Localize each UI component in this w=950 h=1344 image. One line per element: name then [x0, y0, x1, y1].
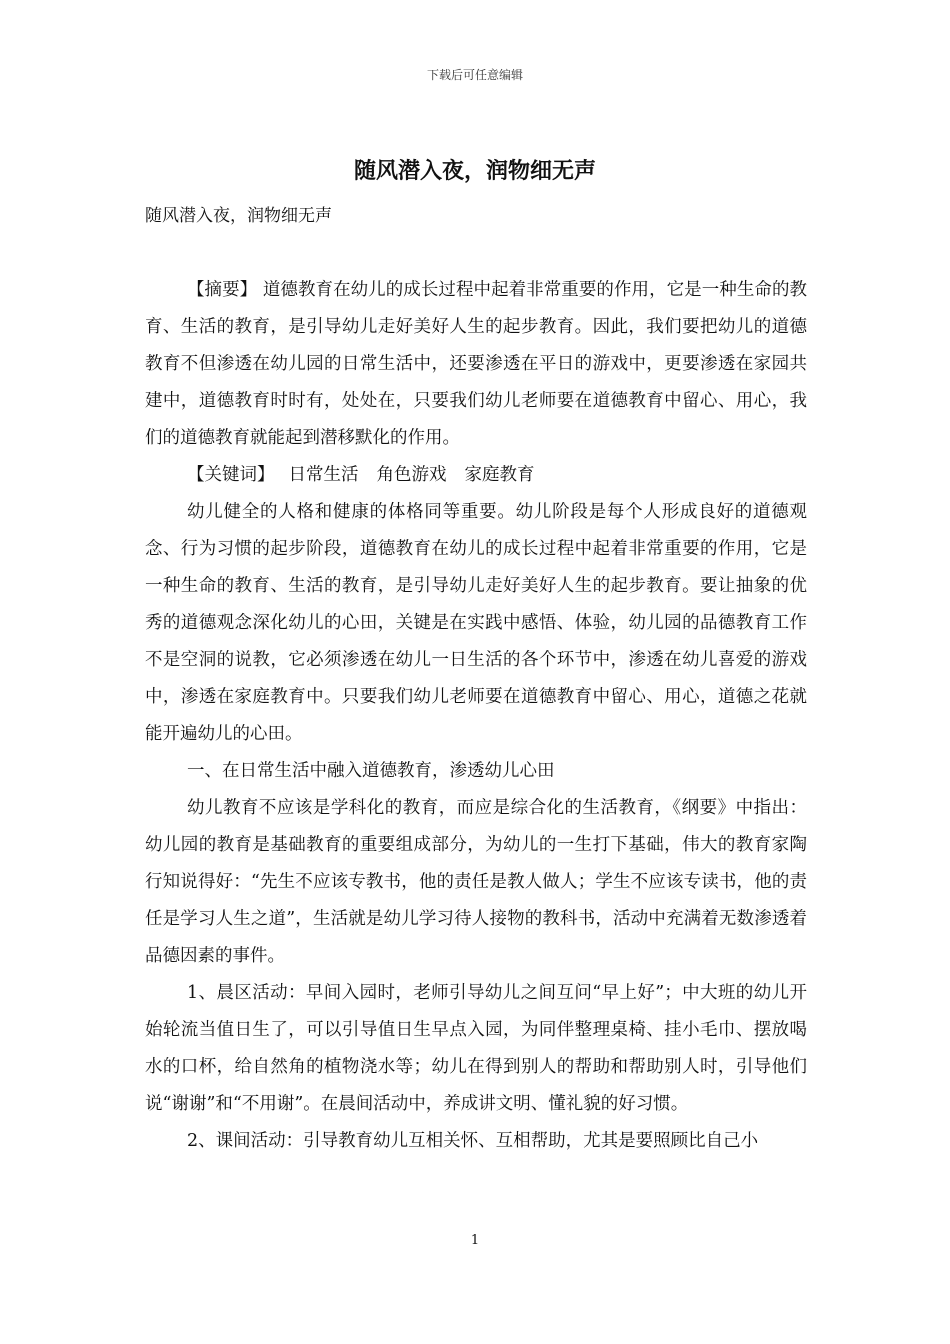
keywords-label: 【关键词】 [187, 465, 275, 485]
document-title: 随风潜入夜，润物细无声 [353, 158, 596, 184]
section-heading: 一、在日常生活中融入道德教育，渗透幼儿心田 [187, 761, 555, 781]
header-note: 下载后可任意编辑 [426, 68, 523, 82]
document-body [145, 272, 807, 1160]
body-paragraph: 幼儿教育不应该是学科化的教育，而应是综合化的生活教育，《纲要》中指出：幼儿园的教育是基础教育的重要组成部分，为幼儿的一生打下基础，伟大的教育家陶行知说得好：“先生不应该专教书，他的责任是教人做人；学生不应该专读书，他的责任是学习人生之道”，生活就是幼儿学习待人接物的教科书，活动中充满着无数渗透着品德因素的事件。 [145, 798, 807, 966]
body-paragraph: 幼儿健全的人格和健康的体格同等重要。幼儿阶段是每个人形成良好的道德观念、行为习惯的起步阶段，道德教育在幼儿的成长过程中起着非常重要的作用，它是一种生命的教育、生活的教育，是引导幼儿走好美好人生的起步教育。要让抽象的优秀的道德观念深化幼儿的心田，关键是在实践中感悟、体验，幼儿园的品德教育工作不是空洞的说教，它必须渗透在幼儿一日生活的各个环节中，渗透在幼儿喜爱的游戏中，渗透在家庭教育中。只要我们幼儿老师要在道德教育中留心、用心，道德之花就能开遍幼儿的心田。 [145, 502, 807, 744]
abstract-text: 道德教育在幼儿的成长过程中起着非常重要的作用，它是一种生命的教育、生活的教育，是引导幼儿走好美好人生的起步教育。因此，我们要把幼儿的道德教育不但渗透在幼儿园的日常生活中，还要渗透在平日的游戏中，更要渗透在家园共建中，道德教育时时有，处处在，只要我们幼儿老师要在道德教育中留心、用心，我们的道德教育就能起到潜移默化的作用。 [145, 280, 808, 448]
keyword-item: 日常生活 [288, 465, 359, 485]
abstract-paragraph [145, 272, 807, 457]
keywords-line [145, 457, 807, 494]
page-number: 1 [470, 1233, 480, 1248]
keyword-item: 家庭教育 [464, 465, 535, 485]
document-subtitle: 随风潜入夜，润物细无声 [145, 206, 332, 226]
keyword-item: 角色游戏 [376, 465, 447, 485]
abstract-label: 【摘要】 [187, 280, 258, 300]
body-paragraph: 1、晨区活动：早间入园时，老师引导幼儿之间互问“早上好”；中大班的幼儿开始轮流当值日生了，可以引导值日生早点入园，为同伴整理桌椅、挂小毛巾、摆放喝水的口杯，给自然角的植物浇水等；幼儿在得到别人的帮助和帮助别人时，引导他们说“谢谢”和“不用谢”。在晨间活动中，养成讲文明、懂礼貌的好习惯。 [145, 983, 807, 1114]
body-paragraph: 2、课间活动：引导教育幼儿互相关怀、互相帮助，尤其是要照顾比自己小 [187, 1131, 759, 1151]
